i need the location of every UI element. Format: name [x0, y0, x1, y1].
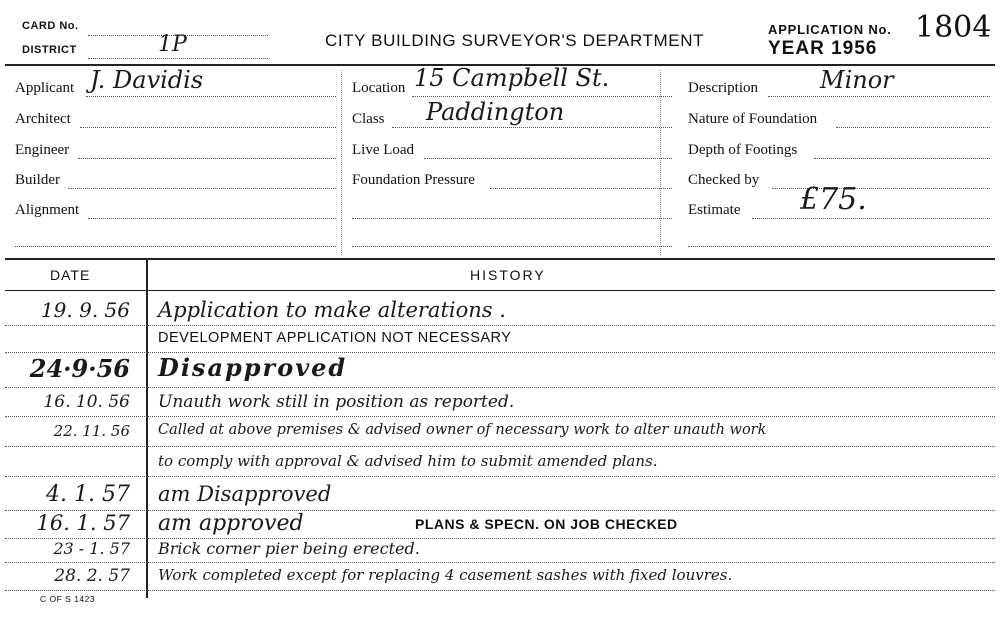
checked-by-label: Checked by [688, 172, 760, 188]
description-label: Description [688, 80, 758, 96]
description-value: Minor [820, 66, 894, 94]
district-value: 1P [158, 32, 187, 57]
history-row-7-text: am Disapproved [158, 482, 332, 506]
history-row-10-date: 28. 2. 57 [54, 566, 130, 586]
col2-blank-dotline-2 [352, 246, 672, 247]
history-line-2 [5, 352, 995, 353]
history-row-7-date: 4. 1. 57 [46, 482, 130, 507]
district-label: DISTRICT [22, 44, 77, 56]
year-label: YEAR 1956 [768, 38, 878, 59]
foundation-pressure-label: Foundation Pressure [352, 172, 475, 188]
depth-dotline [814, 158, 990, 159]
history-row-5-text: Called at above premises & advised owner of necessary work to alter unauth work [158, 422, 767, 438]
history-row-1-text: Application to make alterations . [158, 298, 506, 322]
col2-blank-dotline-1 [352, 218, 672, 219]
alignment-label: Alignment [15, 202, 80, 218]
col3-blank-dotline [688, 246, 990, 247]
nature-dotline [836, 127, 990, 128]
history-line-9 [5, 562, 995, 563]
history-row-2-text: DEVELOPMENT APPLICATION NOT NECESSARY [158, 330, 512, 346]
location-label: Location [352, 80, 406, 96]
engineer-dotline [78, 158, 336, 159]
engineer-label: Engineer [15, 142, 70, 158]
history-row-3-date: 24·9·56 [29, 354, 130, 383]
history-row-1-date: 19. 9. 56 [40, 298, 130, 322]
nature-of-foundation-label: Nature of Foundation [688, 111, 818, 127]
date-header: DATE [50, 267, 91, 283]
estimate-dotline [752, 218, 990, 219]
col1-divider [341, 70, 342, 255]
department-title: CITY BUILDING SURVEYOR'S DEPARTMENT [325, 31, 705, 50]
description-dotline [768, 96, 990, 97]
live-load-label: Live Load [352, 142, 415, 158]
checked-stamp: PLANS & SPECN. ON JOB CHECKED [415, 516, 678, 532]
application-number: 1804 [915, 10, 992, 45]
history-row-10-text: Work completed except for replacing 4 casement sashes with fixed louvres. [158, 566, 733, 584]
applicant-label: Applicant [15, 80, 75, 96]
col1-blank-dotline [15, 246, 336, 247]
date-column-divider [146, 258, 148, 598]
estimate-label: Estimate [688, 202, 741, 218]
history-header-divider [5, 290, 995, 291]
history-row-8-date: 16. 1. 57 [36, 511, 130, 535]
history-row-4-date: 16. 10. 56 [43, 392, 130, 412]
live-load-dotline [424, 158, 672, 159]
estimate-value: £75. [800, 182, 867, 217]
applicant-value: J. Davidis [90, 66, 204, 94]
history-line-1 [5, 325, 995, 326]
location-value: 15 Campbell St. [414, 64, 610, 92]
history-row-6-text: to comply with approval & advised him to submit amended plans. [158, 452, 658, 470]
history-row-9-date: 23 - 1. 57 [53, 539, 130, 558]
architect-label: Architect [15, 111, 71, 127]
builder-dotline [68, 188, 336, 189]
form-code: C OF S 1423 [40, 594, 96, 604]
card-no-label: CARD No. [22, 20, 79, 32]
applicant-dotline [86, 96, 336, 97]
alignment-dotline [88, 218, 336, 219]
history-line-5 [5, 446, 995, 447]
history-header: HISTORY [470, 267, 546, 283]
foundation-pressure-dotline [490, 188, 672, 189]
architect-dotline [80, 127, 336, 128]
history-line-8 [5, 538, 995, 539]
application-label: APPLICATION No. [768, 22, 892, 37]
history-line-6 [5, 476, 995, 477]
depth-of-footings-label: Depth of Footings [688, 142, 798, 158]
history-line-4 [5, 416, 995, 417]
district-dotline [88, 58, 268, 59]
class-dotline [392, 127, 672, 128]
history-line-3 [5, 387, 995, 388]
class-label: Class [352, 111, 385, 127]
builder-label: Builder [15, 172, 60, 188]
history-row-3-text: Disapproved [158, 353, 348, 382]
location-dotline [412, 96, 672, 97]
history-line-10 [5, 590, 995, 591]
col2-divider [660, 70, 661, 255]
history-row-5-date: 22. 11. 56 [53, 422, 130, 440]
history-row-9-text: Brick corner pier being erected. [158, 539, 420, 558]
history-top-divider [5, 258, 995, 260]
history-line-7 [5, 510, 995, 511]
history-row-4-text: Unauth work still in position as reported. [158, 392, 515, 412]
class-value: Paddington [426, 98, 565, 126]
history-row-8-text: am approved [158, 511, 304, 536]
